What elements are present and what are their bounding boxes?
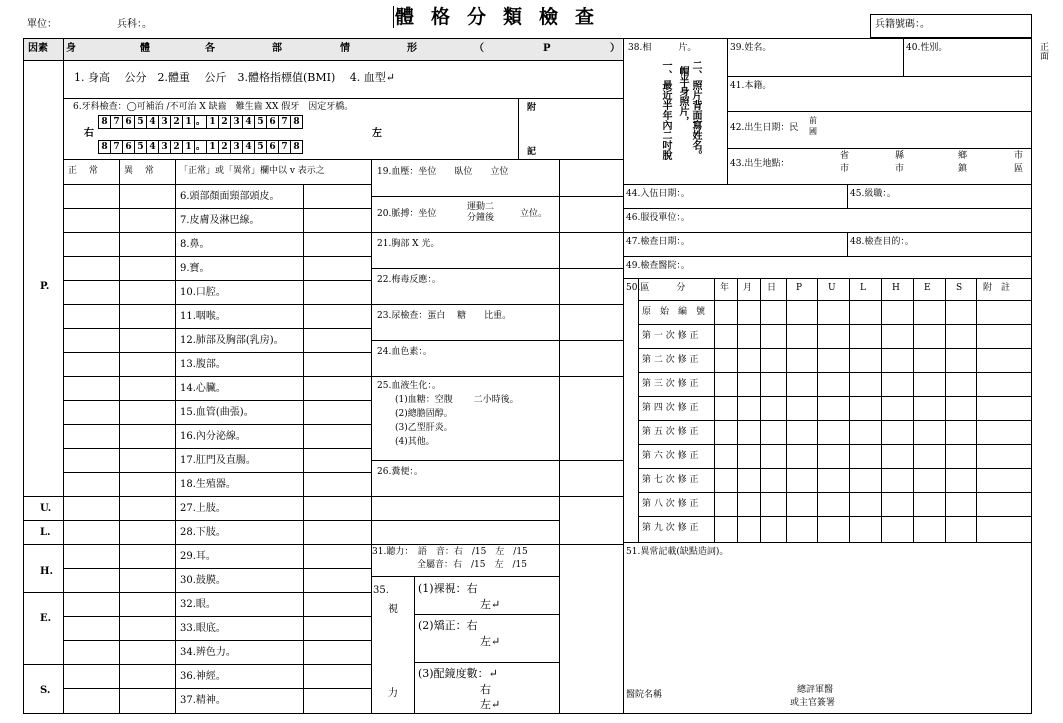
tooth: 1 xyxy=(183,141,195,154)
item-25-4: (4)其他。 xyxy=(395,437,435,447)
grade-header: U xyxy=(828,283,836,293)
place-unit: 市 xyxy=(895,164,905,174)
tooth: 4 xyxy=(147,116,159,129)
field-47: 47.檢查日期：。 xyxy=(626,237,690,247)
revision-row: 第 四 次 修 正 xyxy=(642,403,699,413)
s-item: 36.神經。 xyxy=(180,671,226,682)
e-item: 34.辨色力。 xyxy=(180,647,236,658)
tooth: 2 xyxy=(171,116,183,129)
dental-left-mark: 左 xyxy=(372,128,382,139)
tooth: 8 xyxy=(291,141,303,154)
p-label: P. xyxy=(40,281,50,292)
tooth: 1 xyxy=(183,116,195,129)
s-item: 37.精神。 xyxy=(180,695,226,706)
grade-header: P xyxy=(796,283,803,293)
tooth: 1 xyxy=(207,116,219,129)
photo-note-2b: 帽半身照片， xyxy=(677,66,688,126)
vision-prescription-left: 左↵ xyxy=(480,698,501,711)
row1-measurements: 1. 身高 公分 2.體重 公斤 3.體格指標值(BMI) 4. 血型↵ xyxy=(74,71,395,84)
item-20: 20.脈搏：坐位 xyxy=(377,209,437,219)
exam-item: 13.腹部。 xyxy=(180,359,226,370)
tooth: 8 xyxy=(99,141,111,154)
place-unit: 市 xyxy=(1014,151,1024,161)
item-31-tone: 全屬音：右 /15 左 /15 xyxy=(372,560,527,570)
item-25-3: (3)乙型肝炎。 xyxy=(395,423,453,433)
col-content-4: 情 xyxy=(340,43,350,54)
grade-header: S xyxy=(956,283,963,293)
doctor-sign: 總評軍醫 xyxy=(797,685,834,695)
field-38: 38.相 片。 xyxy=(628,43,697,53)
col-content-3: 部 xyxy=(272,43,282,54)
dental-label: 6.牙科檢查：◯可補治 /不可治 X 缺齒 難生齒 XX 假牙 因定牙橋。 xyxy=(73,102,354,112)
teeth-upper xyxy=(98,115,303,129)
s-label: S. xyxy=(40,685,51,696)
exam-item: 12.肺部及胸部(乳房)。 xyxy=(180,335,284,346)
item-35: 35. xyxy=(373,585,389,596)
dental-right-mark: 右 xyxy=(84,128,94,139)
grade-header: E xyxy=(924,283,931,293)
col-content-0: 身 xyxy=(66,43,76,54)
tooth: 6 xyxy=(123,141,135,154)
field-51: 51.異常記載(缺點造詞)。 xyxy=(626,547,729,557)
grade-header: 附 註 xyxy=(983,283,1011,293)
tooth: 5 xyxy=(135,141,147,154)
place-unit: 縣 xyxy=(895,151,905,161)
tooth: 4 xyxy=(243,116,255,129)
tooth: 7 xyxy=(279,141,291,154)
item-20-standing: 立位。 xyxy=(520,209,548,219)
photo-note-1: 一、最近半年內二吋脫 xyxy=(660,60,671,160)
revision-row: 第 五 次 修 正 xyxy=(642,427,699,437)
exam-item: 8.鼻。 xyxy=(180,239,210,250)
revision-row: 第 三 次 修 正 xyxy=(642,379,699,389)
branch-label: 兵科：。 xyxy=(117,19,152,30)
item-25-1: (1)血糖：空腹 二小時後。 xyxy=(395,395,519,405)
vision-naked: (1)裸視：右 xyxy=(418,582,478,595)
grade-header: 日 xyxy=(767,283,777,293)
l-label: L. xyxy=(40,527,51,538)
tooth: 6 xyxy=(267,116,279,129)
field-45: 45.級職：。 xyxy=(850,189,896,199)
revision-row: 第 八 次 修 正 xyxy=(642,499,699,509)
tooth: 8 xyxy=(291,116,303,129)
vision-prescription: (3)配鏡度數：↵ xyxy=(418,667,498,680)
col-content-1: 體 xyxy=(140,43,150,54)
tooth: 3 xyxy=(231,116,243,129)
tooth: 3 xyxy=(231,141,243,154)
field-50: 50.區 分 xyxy=(626,283,686,293)
col-content-8: ） xyxy=(610,43,620,54)
revision-row: 第 二 次 修 正 xyxy=(642,355,699,365)
tooth: 。 xyxy=(195,141,205,152)
tooth: 8 xyxy=(99,116,111,129)
exam-item: 16.內分泌線。 xyxy=(180,431,246,442)
field-49: 49.檢查醫院：。 xyxy=(626,261,690,271)
tooth: 5 xyxy=(135,116,147,129)
e-item: 33.眼底。 xyxy=(180,623,226,634)
col-content-5: 形 xyxy=(407,43,417,54)
vision-corrected-left: 左↵ xyxy=(480,635,501,648)
field-40: 40.性別。 xyxy=(906,43,948,53)
item-21: 21.胸部 X 光。 xyxy=(377,239,440,249)
l-item: 28.下肢。 xyxy=(180,527,226,538)
col-item-header: 因素 xyxy=(28,43,48,54)
col-instruction: 「正常」或「異常」欄中以 v 表示之 xyxy=(179,166,325,176)
revision-row: 第 九 次 修 正 xyxy=(642,523,699,533)
vision-naked-left: 左↵ xyxy=(480,598,501,611)
tooth: 2 xyxy=(171,141,183,154)
field-44: 44.入伍日期：。 xyxy=(626,189,690,199)
place-unit: 區 xyxy=(1014,164,1024,174)
item-23: 23.尿檢查：蛋白 糖 比重。 xyxy=(377,311,512,321)
tooth: 1 xyxy=(207,141,219,154)
item-25-2: (2)總膽固醇。 xyxy=(395,409,453,419)
col-content-6: （ xyxy=(474,43,484,54)
place-unit: 鎮 xyxy=(958,164,968,174)
tooth: 2 xyxy=(219,116,231,129)
vision-corrected: (2)矯正：右 xyxy=(418,619,478,632)
item-19: 19.血壓：坐位 臥位 立位 xyxy=(377,167,509,177)
item-24: 24.血色素：。 xyxy=(377,347,432,357)
exam-item: 7.皮膚及淋巴線。 xyxy=(180,215,260,226)
field-42-before: 前 xyxy=(809,116,817,125)
h-item: 29.耳。 xyxy=(180,551,216,562)
tooth: 3 xyxy=(159,141,171,154)
h-item: 30.鼓膜。 xyxy=(180,575,226,586)
form-title: 體格分類檢查 xyxy=(395,6,612,28)
item-31: 31.聽力： 語 音：右 /15 左 /15 xyxy=(372,547,528,557)
e-label: E. xyxy=(40,613,52,624)
col-normal: 正 常 xyxy=(68,166,98,176)
exam-item: 6.頭部顏面頸部頭皮。 xyxy=(180,191,280,202)
grade-header: 年 xyxy=(720,283,730,293)
exam-item: 17.肛門及直腸。 xyxy=(180,455,256,466)
place-unit: 市 xyxy=(840,164,850,174)
note-label-1: 附 xyxy=(527,103,537,113)
hospital-name: 醫院名稱 xyxy=(626,690,663,700)
field-46: 46.服役單位：。 xyxy=(626,213,690,223)
tooth: 4 xyxy=(147,141,159,154)
exam-item: 11.咽喉。 xyxy=(180,311,226,322)
e-item: 32.眼。 xyxy=(180,599,216,610)
tooth: 6 xyxy=(123,116,135,129)
teeth-lower xyxy=(98,140,303,154)
u-item: 27.上肢。 xyxy=(180,503,226,514)
field-48: 48.檢查目的：。 xyxy=(850,237,914,247)
field-43: 43.出生地點： xyxy=(730,159,790,169)
h-label: H. xyxy=(40,566,53,577)
col-content-2: 各 xyxy=(205,43,215,54)
exam-item: 9.寶。 xyxy=(180,263,210,274)
exam-item: 18.生殖器。 xyxy=(180,479,236,490)
vision-prescription-right: 右 xyxy=(480,683,491,696)
revision-row: 第 六 次 修 正 xyxy=(642,451,699,461)
revision-row: 第 一 次 修 正 xyxy=(642,331,699,341)
note-label-2: 記 xyxy=(527,147,537,157)
u-label: U. xyxy=(40,503,52,514)
field-42: 42.出生日期：民 xyxy=(730,123,799,133)
tooth: 5 xyxy=(255,116,267,129)
col-abnormal: 異 常 xyxy=(124,166,154,176)
place-unit: 省 xyxy=(840,151,850,161)
serial-label: 兵籍號碼：。 xyxy=(875,19,930,30)
grade-header: H xyxy=(892,283,900,293)
vision-side-2: 力 xyxy=(388,688,398,699)
item-25: 25.血液生化：。 xyxy=(377,381,441,391)
revision-row: 第 七 次 修 正 xyxy=(642,475,699,485)
grade-header: L xyxy=(860,283,866,293)
tooth: 3 xyxy=(159,116,171,129)
field-42-roc: 國 xyxy=(809,127,817,136)
col-content-7: P xyxy=(543,43,551,54)
tooth: 7 xyxy=(111,141,123,154)
unit-label: 單位： xyxy=(27,19,57,30)
exam-item: 15.血管(曲張)。 xyxy=(180,407,254,418)
revision-row: 原 始 編 號 xyxy=(642,307,706,317)
exam-item: 10.口腔。 xyxy=(180,287,226,298)
field-41: 41.本籍。 xyxy=(730,81,772,91)
officer-sign: 或主官簽署 xyxy=(790,698,836,708)
tooth: 7 xyxy=(279,116,291,129)
tooth: 6 xyxy=(267,141,279,154)
tooth: 。 xyxy=(195,116,205,127)
side-note: 正面 xyxy=(1038,42,1048,60)
tooth: 4 xyxy=(243,141,255,154)
tooth: 2 xyxy=(219,141,231,154)
field-39: 39.姓名。 xyxy=(730,43,772,53)
item-20-minutes: 分鐘後 xyxy=(467,213,495,223)
item-20-exercise: 運動二 xyxy=(467,202,495,212)
photo-note-2: 二、照片背面寫姓名。 xyxy=(690,60,701,160)
grade-header: 月 xyxy=(743,283,753,293)
exam-item: 14.心臟。 xyxy=(180,383,226,394)
vision-side-1: 視 xyxy=(388,604,398,615)
tooth: 5 xyxy=(255,141,267,154)
tooth: 7 xyxy=(111,116,123,129)
item-26: 26.糞便：。 xyxy=(377,467,423,477)
item-22: 22.梅毒反應：。 xyxy=(377,275,441,285)
place-unit: 鄉 xyxy=(958,151,968,161)
